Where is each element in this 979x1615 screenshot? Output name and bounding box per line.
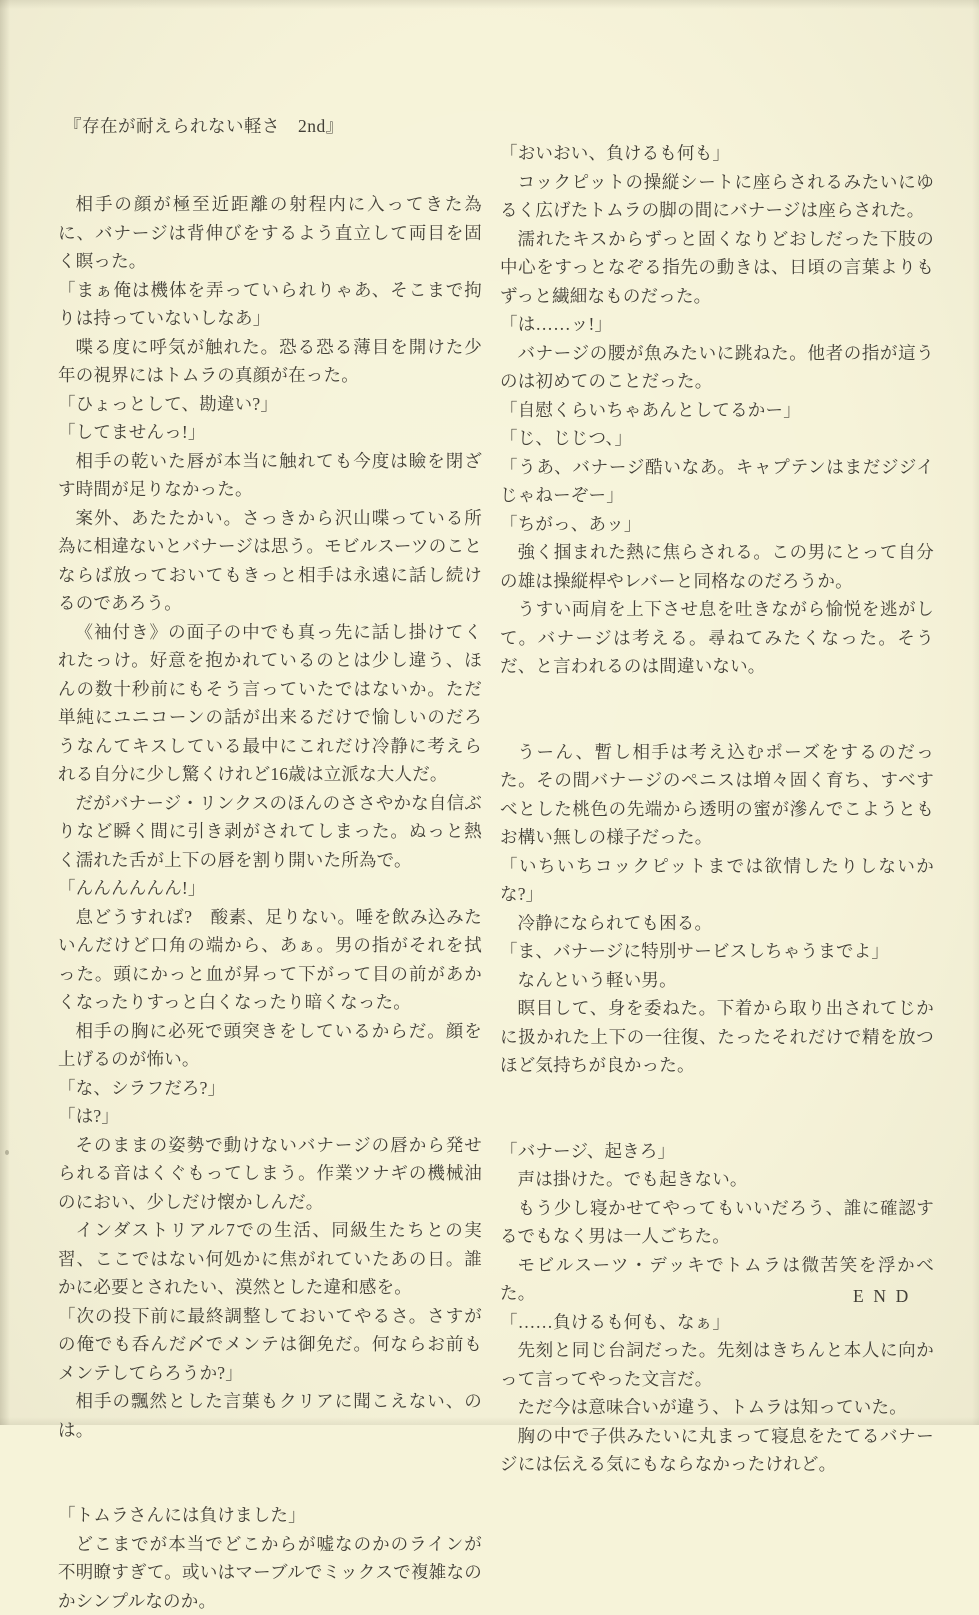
paragraph: もう少し寝かせてやってもいいだろう、誰に確認するでもなく男は一人ごちた。 — [500, 1194, 934, 1251]
paragraph: バナージの腰が魚みたいに跳ねた。他者の指が這うのは初めてのことだった。 — [500, 339, 934, 396]
dialogue-line: 「バナージ、起きろ」 — [500, 1137, 934, 1166]
paragraph: うすい両肩を上下させ息を吐きながら愉悦を逃がして。バナージは考える。尋ねてみたくなった。そうだ、と言われるのは間違いない。 — [500, 595, 934, 681]
paragraph: 案外、あたたかい。さっきから沢山喋っている所為に相違ないとバナージは思う。モビルスーツのことならば放っておいてもきっと相手は永遠に話し続けるのであろう。 — [58, 504, 482, 618]
text-column-right — [500, 139, 934, 1479]
paragraph: そのままの姿勢で動けないバナージの唇から発せられる音はくぐもってしまう。作業ツナギの機械油のにおい、少しだけ懐かしんだ。 — [58, 1131, 482, 1217]
dialogue-line: 「ちがっ、あッ」 — [500, 510, 934, 539]
dialogue-line: 「んんんんんん!」 — [58, 874, 482, 903]
paragraph: 冷静になられても困る。 — [500, 909, 934, 938]
paragraph: 声は掛けた。でも起きない。 — [500, 1165, 934, 1194]
dialogue-line: 「トムラさんには負けました」 — [58, 1501, 482, 1530]
dialogue-line: 「いちいちコックピットまでは欲情したりしないかな?」 — [500, 852, 934, 909]
dialogue-line: 「まぁ俺は機体を弄っていられりゃあ、そこまで拘りは持っていないしなあ」 — [58, 276, 482, 333]
paragraph: 相手の顔が極至近距離の射程内に入ってきた為に、バナージは背伸びをするよう直立して両目を固く瞑った。 — [58, 190, 482, 276]
paragraph: うーん、暫し相手は考え込むポーズをするのだった。その間バナージのペニスは増々固く育ち、すべすべとした桃色の先端から透明の蜜が滲んでこようともお構い無しの様子だった。 — [500, 738, 934, 852]
dialogue-line: 「自慰くらいちゃあんとしてるかー」 — [500, 396, 934, 425]
paragraph: だがバナージ・リンクスのほんのささやかな自信ぶりなど瞬く間に引き剥がされてしまった。ぬっと熱く濡れた舌が上下の唇を割り開いた所為で。 — [58, 789, 482, 875]
dialogue-line: 「……負けるも何も、なぁ」 — [500, 1308, 934, 1337]
section-gap — [500, 1080, 934, 1137]
paragraph: モビルスーツ・デッキでトムラは微苦笑を浮かべた。 — [500, 1251, 934, 1308]
paragraph: 息どうすれば? 酸素、足りない。唾を飲み込みたいんだけど口角の端から、あぁ。男の指がそれを拭った。頭にかっと血が昇って下がって目の前があかくなったりすっと白くなったり暗くなった。 — [58, 903, 482, 1017]
section-gap — [58, 1444, 482, 1501]
paragraph: 相手の飄然とした言葉もクリアに聞こえない、のは。 — [58, 1387, 482, 1444]
dialogue-line: 「ま、バナージに特別サービスしちゃうまでよ」 — [500, 937, 934, 966]
paragraph: 喋る度に呼気が触れた。恐る恐る薄目を開けた少年の視界にはトムラの真顔が在った。 — [58, 333, 482, 390]
paragraph: 相手の乾いた唇が本当に触れても今度は瞼を閉ざす時間が足りなかった。 — [58, 447, 482, 504]
paragraph: 瞑目して、身を委ねた。下着から取り出されてじかに扱かれた上下の一往復、たったそれだけで精を放つほど気持ちが良かった。 — [500, 994, 934, 1080]
paragraph: コックピットの操縦シートに座らされるみたいにゆるく広げたトムラの脚の間にバナージは座らされた。 — [500, 168, 934, 225]
dialogue-line: 「は?」 — [58, 1102, 482, 1131]
paragraph: 先刻と同じ台詞だった。先刻はきちんと本人に向かって言ってやった文言だ。 — [500, 1336, 934, 1393]
dialogue-line: 「次の投下前に最終調整しておいてやるさ。さすがの俺でも呑んだ〆でメンテは御免だ。何ならお前もメンテしてらろうか?」 — [58, 1302, 482, 1388]
dialogue-line: 「は……ッ!」 — [500, 310, 934, 339]
paragraph: 相手の胸に必死で頭突きをしているからだ。顔を上げるのが怖い。 — [58, 1017, 482, 1074]
dialogue-line: 「うあ、バナージ酷いなあ。キャプテンはまだジジイじゃねーぞー」 — [500, 453, 934, 510]
paragraph: 強く掴まれた熱に焦らされる。この男にとって自分の雄は操縦桿やレバーと同格なのだろうか。 — [500, 538, 934, 595]
paragraph: どこまでが本当でどこからが嘘なのかのラインが不明瞭すぎて。或いはマーブルでミックスで複雑なのかシンプルなのか。 — [58, 1530, 482, 1615]
end-label: END — [853, 1286, 918, 1307]
dialogue-line: 「じ、じじつ、」 — [500, 424, 934, 453]
text-column-left — [58, 190, 482, 1615]
paragraph: なんという軽い男。 — [500, 966, 934, 995]
dialogue-line: 「してませんっ!」 — [58, 418, 482, 447]
paragraph: 胸の中で子供みたいに丸まって寝息をたてるバナージには伝える気にもならなかったけれど。 — [500, 1422, 934, 1479]
paragraph: ただ今は意味合いが違う、トムラは知っていた。 — [500, 1393, 934, 1422]
paragraph: 《袖付き》の面子の中でも真っ先に話し掛けてくれたっけ。好意を抱かれているのとは少し違う、ほんの数十秒前にもそう言っていたではないか。ただ単純にユニコーンの話が出来るだけで愉しいのだろうなんてキスしている最中にこれだけ冷静に考えられる自分に少し驚くけれど16歳は立派な大人だ。 — [58, 618, 482, 789]
paragraph: 濡れたキスからずっと固くなりどおしだった下肢の中心をすっとなぞる指先の動きは、日頃の言葉よりもずっと繊細なものだった。 — [500, 225, 934, 311]
dialogue-line: 「な、シラフだろ?」 — [58, 1074, 482, 1103]
scan-artifact-speck — [5, 1150, 9, 1155]
story-title: 『存在が耐えられない軽さ 2nd』 — [64, 112, 344, 140]
dialogue-line: 「ひょっとして、勘違い?」 — [58, 390, 482, 419]
paragraph: インダストリアル7での生活、同級生たちとの実習、ここではない何処かに焦がれていたあの日。誰かに必要とされたい、漠然とした違和感を。 — [58, 1216, 482, 1302]
section-gap — [500, 681, 934, 738]
dialogue-line: 「おいおい、負けるも何も」 — [500, 139, 934, 168]
